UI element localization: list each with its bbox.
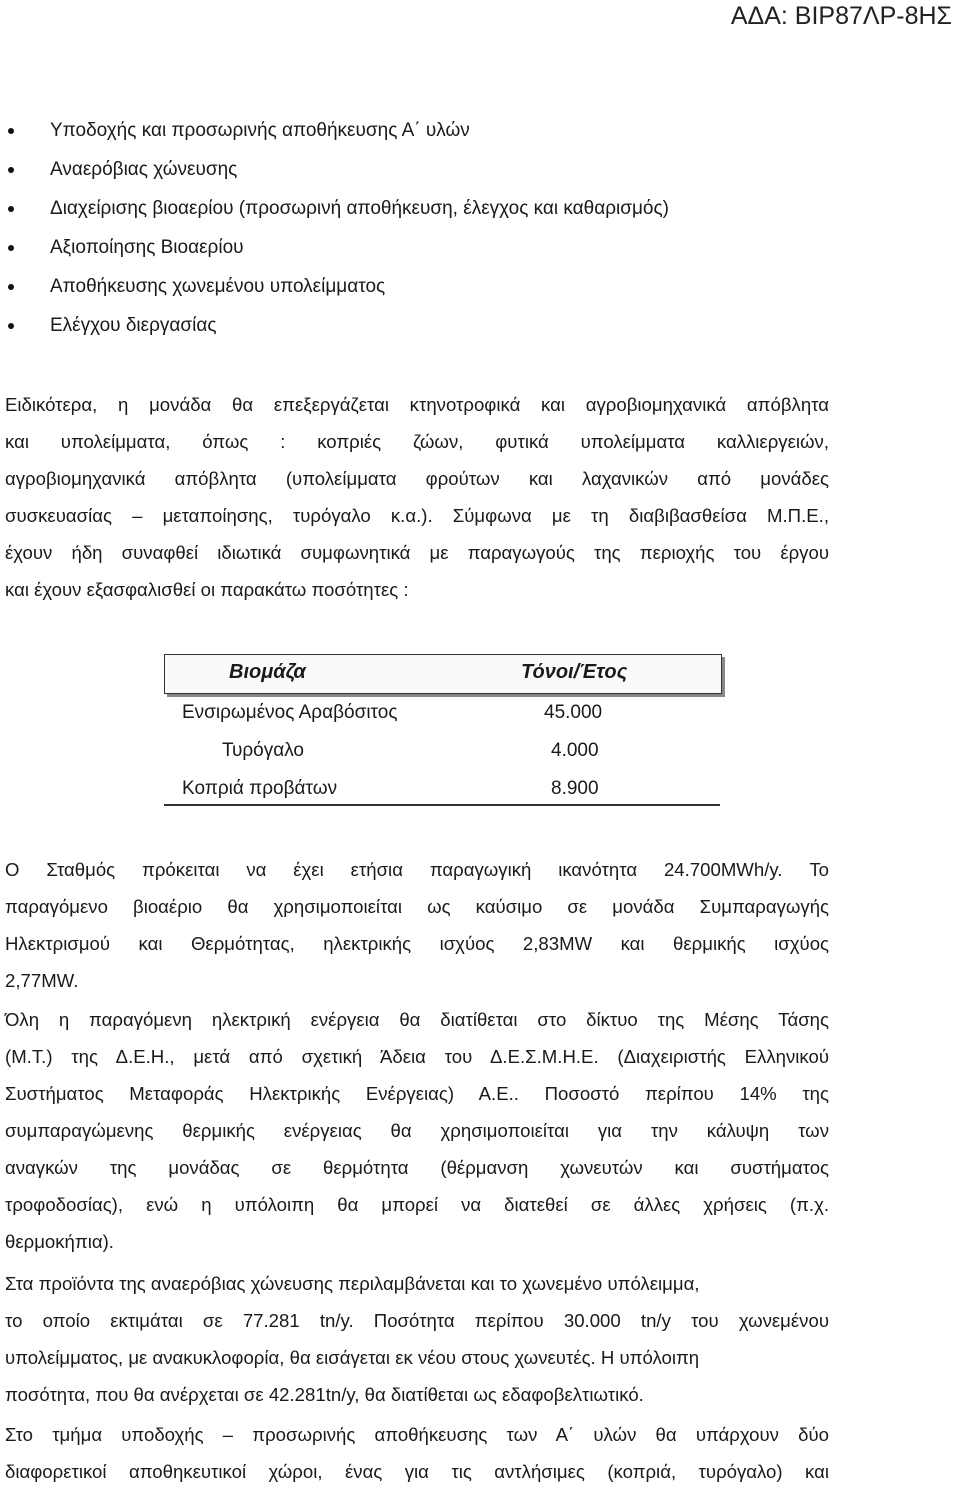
paragraph-energy-distribution	[5, 1005, 829, 1264]
table-bottom-rule	[164, 804, 720, 806]
list-item	[0, 194, 669, 233]
list-item-text: Αναερόβιας χώνευσης	[50, 159, 238, 180]
bullet-icon	[8, 245, 14, 251]
paragraph-reception-storage	[5, 1420, 829, 1494]
text-line: συσκευασίας – μεταποίησης, τυρόγαλο κ.α.). Σύμφωνα με τη διαβιβασθείσα Μ.Π.Ε.,	[5, 505, 829, 526]
text-line: Στο τμήμα υποδοχής – προσωρινής αποθήκευσης των Α΄ υλών θα υπάρχουν δύο	[5, 1424, 829, 1445]
text-line: και έχουν εξασφαλισθεί οι παρακάτω ποσότητες :	[5, 579, 409, 600]
list-item	[0, 116, 669, 155]
text-line: υπολείμματος, με ανακυκλοφορία, θα εισάγεται εκ νέου στους χωνευτές. Η υπόλοιπη	[5, 1347, 700, 1368]
table-cell: 45.000	[544, 702, 603, 723]
text-line: θερμοκήπια).	[5, 1231, 114, 1252]
table-cell: Ενσιρωμένος Αραβόσιτος	[182, 702, 398, 723]
text-line: Ειδικότερα, η μονάδα θα επεξεργάζεται κτηνοτροφικά και αγροβιομηχανικά απόβλητα	[5, 394, 829, 415]
text-line: Ηλεκτρισμού και Θερμότητας, ηλεκτρικής ισχύος 2,83MW και θερμικής ισχύος	[5, 933, 829, 954]
table-cell: Κοπριά προβάτων	[182, 778, 338, 799]
text-line: αγροβιομηχανικά απόβλητα (υπολείμματα φρούτων και λαχανικών από μονάδες	[5, 468, 829, 489]
list-item	[0, 311, 669, 350]
text-line: παραγόμενο βιοαέριο θα χρησιμοποιείται ως καύσιμο σε μονάδα Συμπαραγωγής	[5, 896, 829, 917]
text-line: διαφορετικοί αποθηκευτικοί χώροι, ένας για τις αντλήσιμες (κοπριά, τυρόγαλο) και	[5, 1461, 829, 1482]
text-line: Ο Σταθμός πρόκειται να έχει ετήσια παραγωγική ικανότητα 24.700MWh/y. Το	[5, 859, 829, 880]
bullet-icon	[8, 128, 14, 134]
process-units-list	[0, 116, 669, 350]
table-cell: Τυρόγαλο	[222, 740, 305, 761]
biomass-table	[164, 654, 724, 806]
paragraph-capacity	[5, 855, 829, 1003]
list-item-text: Ελέγχου διεργασίας	[50, 315, 217, 336]
list-item-text: Υποδοχής και προσωρινής αποθήκευσης Α΄ υλών	[50, 120, 470, 141]
bullet-icon	[8, 206, 14, 212]
text-line: έχουν ήδη συναφθεί ιδιωτικά συμφωνητικά με παραγωγούς της περιοχής του έργου	[5, 542, 829, 563]
paragraph-digestate	[5, 1269, 829, 1417]
table-header	[164, 654, 722, 694]
column-header-tonnes-per-year: Τόνοι/Έτος	[521, 661, 628, 683]
list-item-text: Αποθήκευσης χωνεμένου υπολείμματος	[50, 276, 386, 297]
text-line: Συστήματος Μεταφοράς Ηλεκτρικής Ενέργειας) Α.Ε.. Ποσοστό περίπου 14% της	[5, 1083, 829, 1104]
table-row	[164, 696, 724, 734]
text-line: και υπολείμματα, όπως : κοπριές ζώων, φυτικά υπολείμματα καλλιεργειών,	[5, 431, 829, 452]
table-cell: 4.000	[551, 740, 599, 761]
table-row	[164, 734, 724, 772]
bullet-icon	[8, 284, 14, 290]
text-line: το οποίο εκτιμάται σε 77.281 tn/y. Ποσότητα περίπου 30.000 tn/y του χωνεμένου	[5, 1310, 829, 1331]
text-line: τροφοδοσίας), ενώ η υπόλοιπη θα μπορεί να διατεθεί σε άλλες χρήσεις (π.χ.	[5, 1194, 829, 1215]
list-item-text: Διαχείρισης βιοαερίου (προσωρινή αποθήκευση, έλεγχος και καθαρισμός)	[50, 198, 669, 219]
text-line: αναγκών της μονάδας σε θερμότητα (θέρμανση χωνευτών και συστήματος	[5, 1157, 829, 1178]
list-item-text: Αξιοποίησης Βιοαερίου	[50, 237, 244, 258]
text-line: 2,77MW.	[5, 970, 79, 991]
list-item	[0, 155, 669, 194]
text-line: ποσότητα, που θα ανέρχεται σε 42.281tn/y, θα διατίθεται ως εδαφοβελτιωτικό.	[5, 1384, 644, 1405]
list-item	[0, 233, 669, 272]
document-code: ΑΔΑ: ΒΙΡ87ΛΡ-8ΗΣ	[730, 2, 952, 30]
column-header-biomass: Βιομάζα	[229, 661, 306, 683]
text-line: Στα προϊόντα της αναερόβιας χώνευσης περιλαμβάνεται και το χωνεμένο υπόλειμμα,	[5, 1273, 700, 1294]
list-item	[0, 272, 669, 311]
text-line: Όλη η παραγόμενη ηλεκτρική ενέργεια θα διατίθεται στο δίκτυο της Μέσης Τάσης	[5, 1009, 829, 1030]
table-cell: 8.900	[551, 778, 599, 799]
paragraph-waste-types	[5, 390, 829, 612]
bullet-icon	[8, 167, 14, 173]
text-line: (Μ.Τ.) της Δ.Ε.Η., μετά από σχετική Άδεια του Δ.Ε.Σ.Μ.Η.Ε. (Διαχειριστής Ελληνικού	[5, 1046, 829, 1067]
text-line: συμπαραγώμενης θερμικής ενέργειας θα χρησιμοποιείται για την κάλυψη των	[5, 1120, 829, 1141]
bullet-icon	[8, 323, 14, 329]
